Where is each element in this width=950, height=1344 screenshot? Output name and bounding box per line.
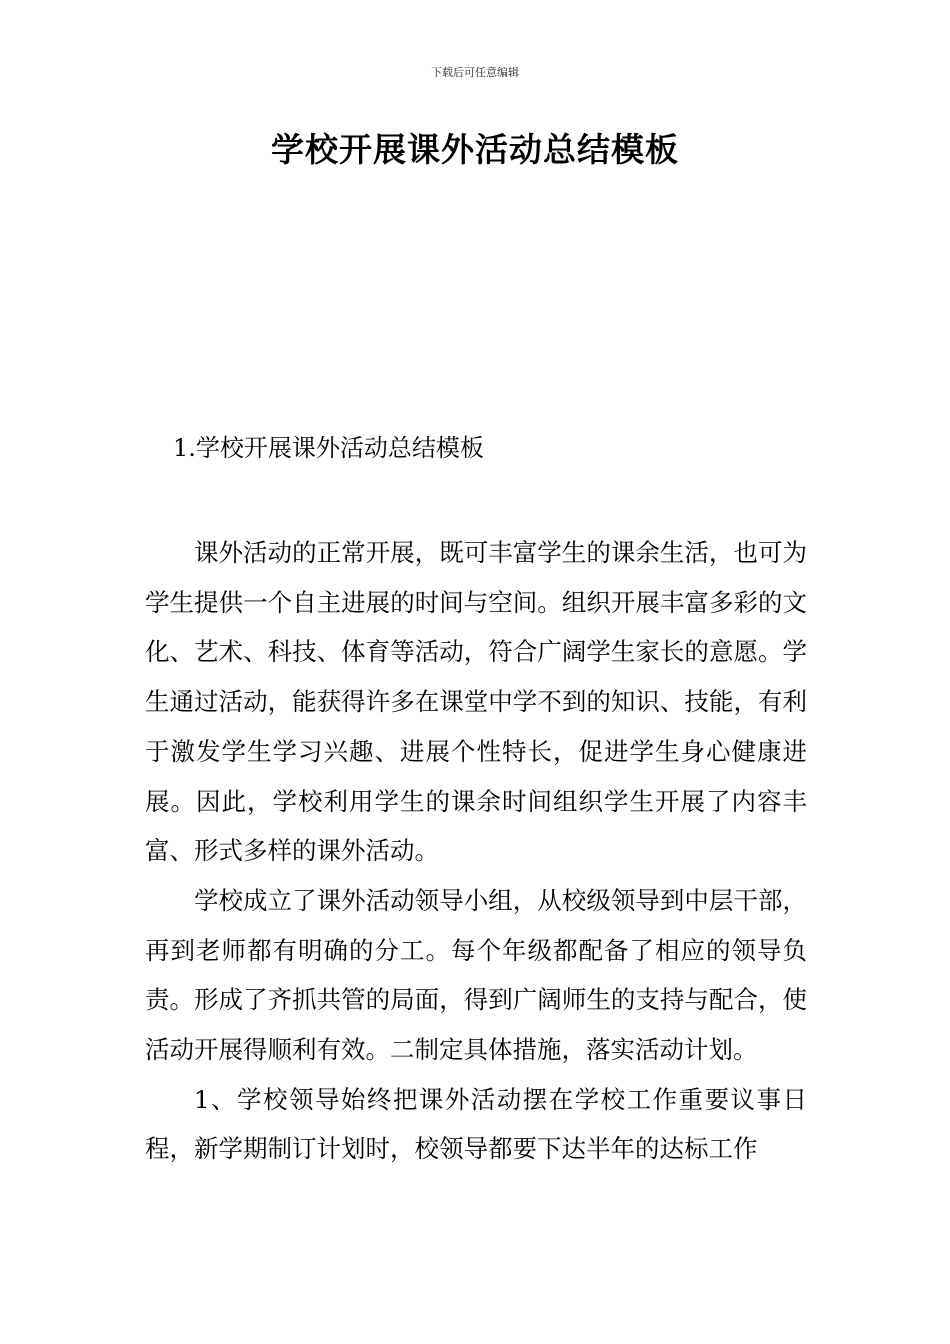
header-note: 下载后可任意编辑 bbox=[431, 66, 519, 79]
paragraph: 学校成立了课外活动领导小组，从校级领导到中层干部，再到老师都有明确的分工。每个年级都配备了相应的领导负责。形成了齐抓共管的局面，得到广阔师生的支持与配合，使活动开展得顺利有效。二制定具体措施，落实活动计划。 bbox=[145, 885, 807, 1065]
paragraph: 1、学校领导始终把课外活动摆在学校工作重要议事日程，新学期制订计划时，校领导都要下达半年的达标工作 bbox=[145, 1084, 807, 1164]
document-title: 学校开展课外活动总结模板 bbox=[271, 130, 679, 169]
section-heading: 1.学校开展课外活动总结模板 bbox=[173, 434, 484, 462]
paragraph: 课外活动的正常开展，既可丰富学生的课余生活，也可为学生提供一个自主进展的时间与空间。组织开展丰富多彩的文化、艺术、科技、体育等活动，符合广阔学生家长的意愿。学生通过活动，能获得许多在课堂中学不到的知识、技能，有利于激发学生学习兴趣、进展个性特长，促进学生身心健康进展。因此，学校利用学生的课余时间组织学生开展了内容丰富、形式多样的课外活动。 bbox=[145, 538, 807, 866]
body-text bbox=[145, 528, 807, 1174]
